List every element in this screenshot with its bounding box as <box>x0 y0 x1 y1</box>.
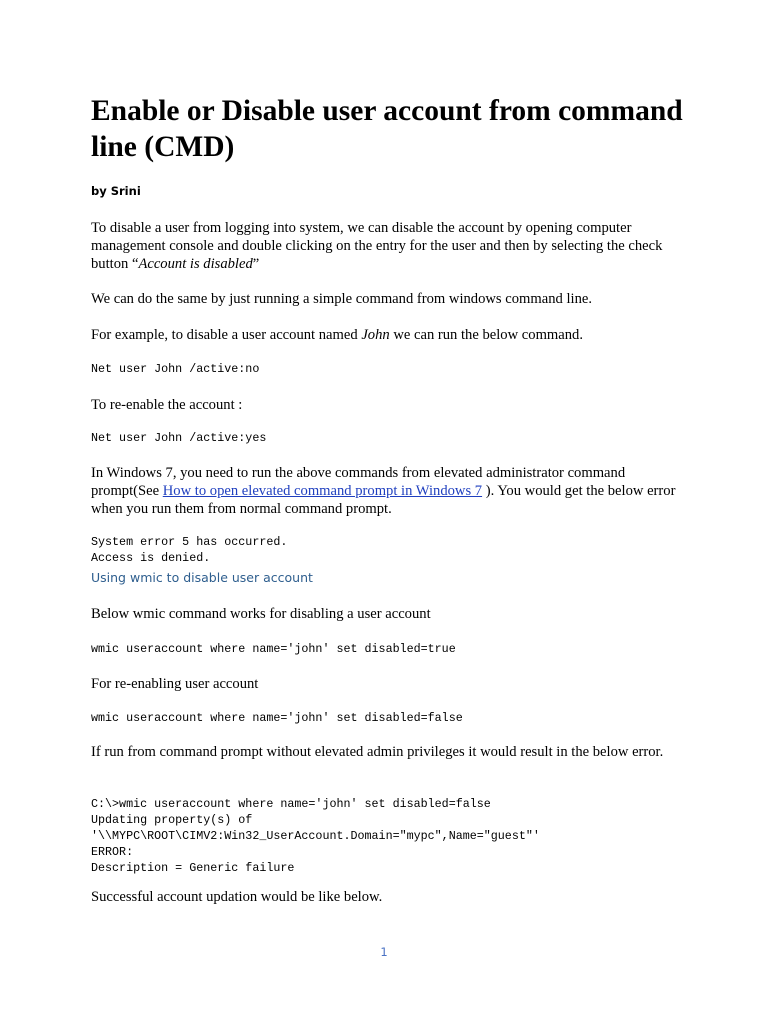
code-wmic-enable: wmic useraccount where name='john' set disabled=false <box>91 711 463 725</box>
page-number: 1 <box>380 945 388 959</box>
paragraph-windows7 <box>91 464 681 518</box>
code-error-output <box>91 534 287 566</box>
code-line: '\\MYPC\ROOT\CIMV2:Win32_UserAccount.Domain="mypc",Name="guest"' <box>91 829 540 843</box>
code-wmic-disable: wmic useraccount where name='john' set disabled=true <box>91 642 456 656</box>
intro-end: ” <box>252 256 260 272</box>
example-emphasis: John <box>361 327 390 343</box>
windows7-before: In Windows 7, you need to run the above commands from elevated administrator command prompt(See <box>91 465 626 499</box>
example-after: we can run the below command. <box>389 327 583 343</box>
code-wmic-error-output <box>91 796 540 876</box>
elevated-prompt-link[interactable]: How to open elevated command prompt in Windows 7 <box>162 483 483 499</box>
code-line: Updating property(s) of <box>91 813 253 827</box>
section-heading-wmic: Using wmic to disable user account <box>91 570 313 585</box>
paragraph-reenable: To re-enable the account : <box>91 397 243 413</box>
paragraph-wmic-disable: Below wmic command works for disabling a user account <box>91 606 431 622</box>
code-line: System error 5 has occurred. <box>91 535 288 549</box>
paragraph-successful-update: Successful account updation would be like below. <box>91 889 383 905</box>
author-byline: by Srini <box>91 184 141 198</box>
code-line: Description = Generic failure <box>91 861 295 875</box>
page-title: Enable or Disable user account from command line (CMD) <box>91 95 683 163</box>
code-line: ERROR: <box>91 845 134 859</box>
paragraph-same-command: We can do the same by just running a simple command from windows command line. <box>91 291 592 307</box>
code-line: Access is denied. <box>91 551 211 565</box>
code-enable-net-user: Net user John /active:yes <box>91 431 267 445</box>
paragraph-wmic-reenable: For re-enabling user account <box>91 676 259 692</box>
intro-text: To disable a user from logging into system, we can disable the account by opening computer management console and double clicking on the entry for the user and then by selecting the check button “ <box>91 220 663 272</box>
paragraph-privileges-error: If run from command prompt without elevated admin privileges it would result in the below error. <box>91 744 664 760</box>
windows7-after: ). You would get the below error when you run them from normal command prompt. <box>91 483 676 517</box>
example-before: For example, to disable a user account named <box>91 327 362 343</box>
code-disable-net-user: Net user John /active:no <box>91 362 260 376</box>
code-line: C:\>wmic useraccount where name='john' set disabled=false <box>91 797 491 811</box>
intro-emphasis: Account is disabled <box>138 256 253 272</box>
intro-paragraph <box>91 219 681 273</box>
paragraph-example <box>91 326 681 344</box>
